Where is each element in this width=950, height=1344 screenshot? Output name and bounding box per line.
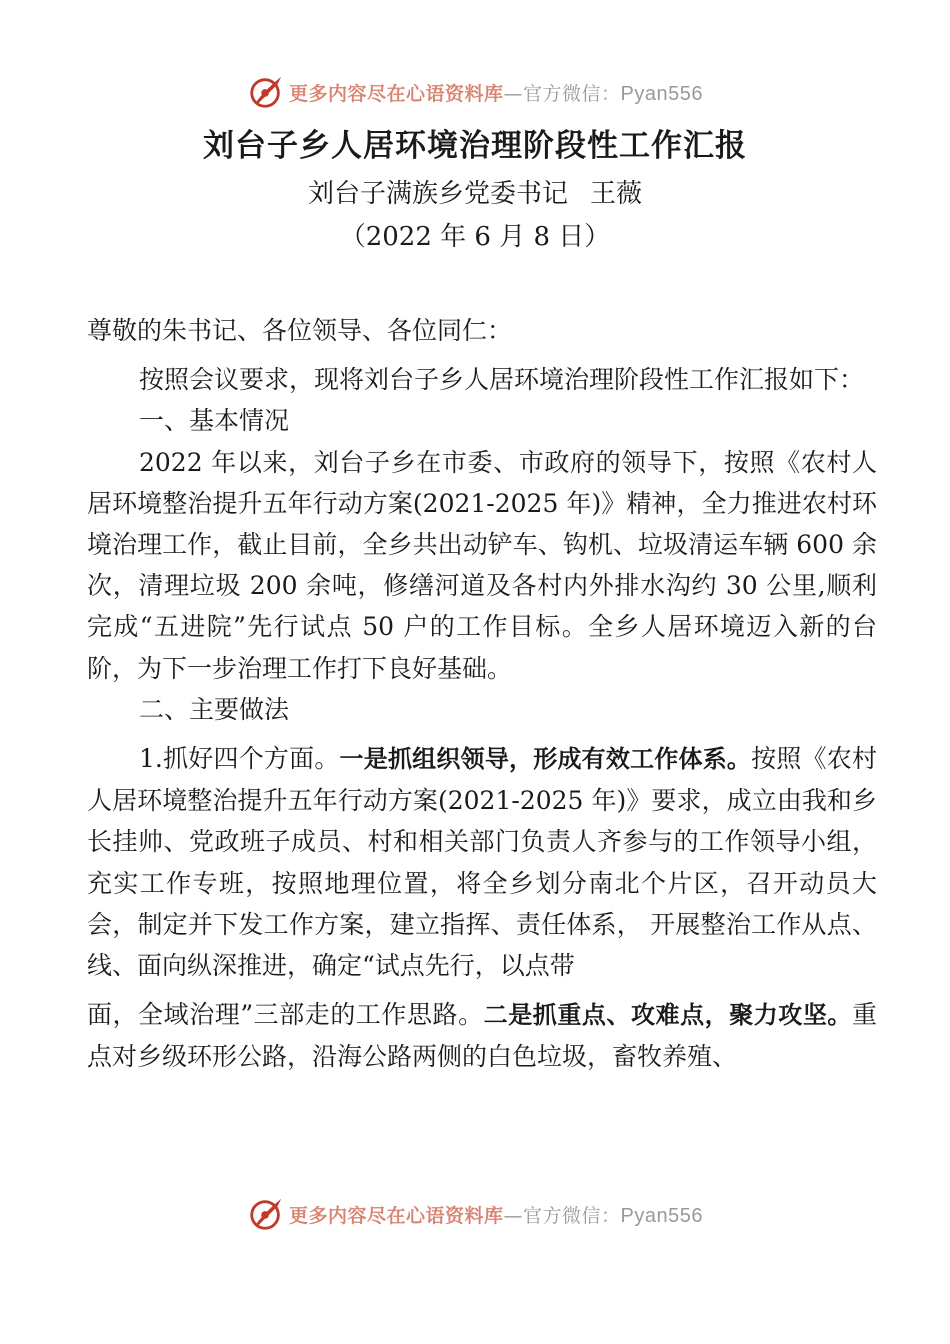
item1-continuation <box>87 994 877 1077</box>
document-date: （2022 年 6 月 8 日） <box>339 222 611 252</box>
author-name: 王薇 <box>590 179 643 209</box>
watermark-wechat-label: 官方微信： <box>523 82 621 105</box>
watermark-main-text: 更多内容尽在心语资料库 <box>289 1204 504 1227</box>
brush-logo-icon <box>247 73 285 111</box>
section1-heading: 一、基本情况 <box>139 406 290 436</box>
document-author <box>0 173 950 210</box>
item1-paragraph <box>87 738 877 986</box>
section1-paragraph: 2022 年以来，刘台子乡在市委、市政府的领导下，按照《农村人居环境整治提升五年行动方案(2021-2025 年)》精神，全力推进农村环境治理工作，截止目前，全乡共出动铲车、钩机、垃圾清运车辆 600 余次，清理垃圾 200 余吨，修缮河道及各村内外排水沟约 30 公里,顺利完成“五进院”先行试点 50 户的工作目标。全乡人居环境迈入新的台阶，为下一步治理工作打下良好基础。 <box>87 447 877 683</box>
item1-bold-point1: 一是抓组织领导，形成有效工作体系。 <box>339 745 752 774</box>
author-role: 刘台子满族乡党委书记 <box>307 179 568 209</box>
watermark-dash: — <box>503 1204 524 1227</box>
item1-text3: 重点对乡级环形公路，沿海公路两侧的白色垃圾，畜牧养殖、 <box>87 1000 877 1072</box>
watermark-dash: — <box>503 82 524 105</box>
watermark-wechat-label: 官方微信： <box>523 1204 621 1227</box>
document-title: 刘台子乡人居环境治理阶段性工作汇报 <box>203 128 747 164</box>
watermark-banner-top <box>0 72 950 112</box>
document-body <box>87 310 877 1078</box>
item1-lead: 1.抓好四个方面。 <box>139 744 340 774</box>
item1-bold-point2: 二是抓重点、攻难点，聚力攻坚。 <box>483 1001 852 1030</box>
watermark-wechat-id: Pyan556 <box>620 82 703 105</box>
section2-heading: 二、主要做法 <box>139 694 290 724</box>
item1-text2: 面，全域治理”三部走的工作思路。 <box>87 1000 484 1030</box>
item1-text1: 按照《农村人居环境整治提升五年行动方案(2021-2025 年)》要求，成立由我和乡长挂帅、党政班子成员、村和相关部门负责人齐参与的工作领导小组，充实工作专班，按照地理位置，将全乡划分南北个片区，召开动员大会，制定并下发工作方案，建立指挥、责任体系， 开展整治工作从点、线、面向纵深推进，确定“试点先行，以点带 <box>87 744 877 981</box>
watermark-wechat-id: Pyan556 <box>620 1204 703 1227</box>
brush-logo-icon <box>247 1195 285 1233</box>
watermark-banner-bottom <box>0 1194 950 1234</box>
watermark-main-text: 更多内容尽在心语资料库 <box>289 82 504 105</box>
salutation: 尊敬的朱书记、各位领导、各位同仁： <box>87 316 513 345</box>
intro-paragraph: 按照会议要求，现将刘台子乡人居环境治理阶段性工作汇报如下： <box>139 365 865 395</box>
